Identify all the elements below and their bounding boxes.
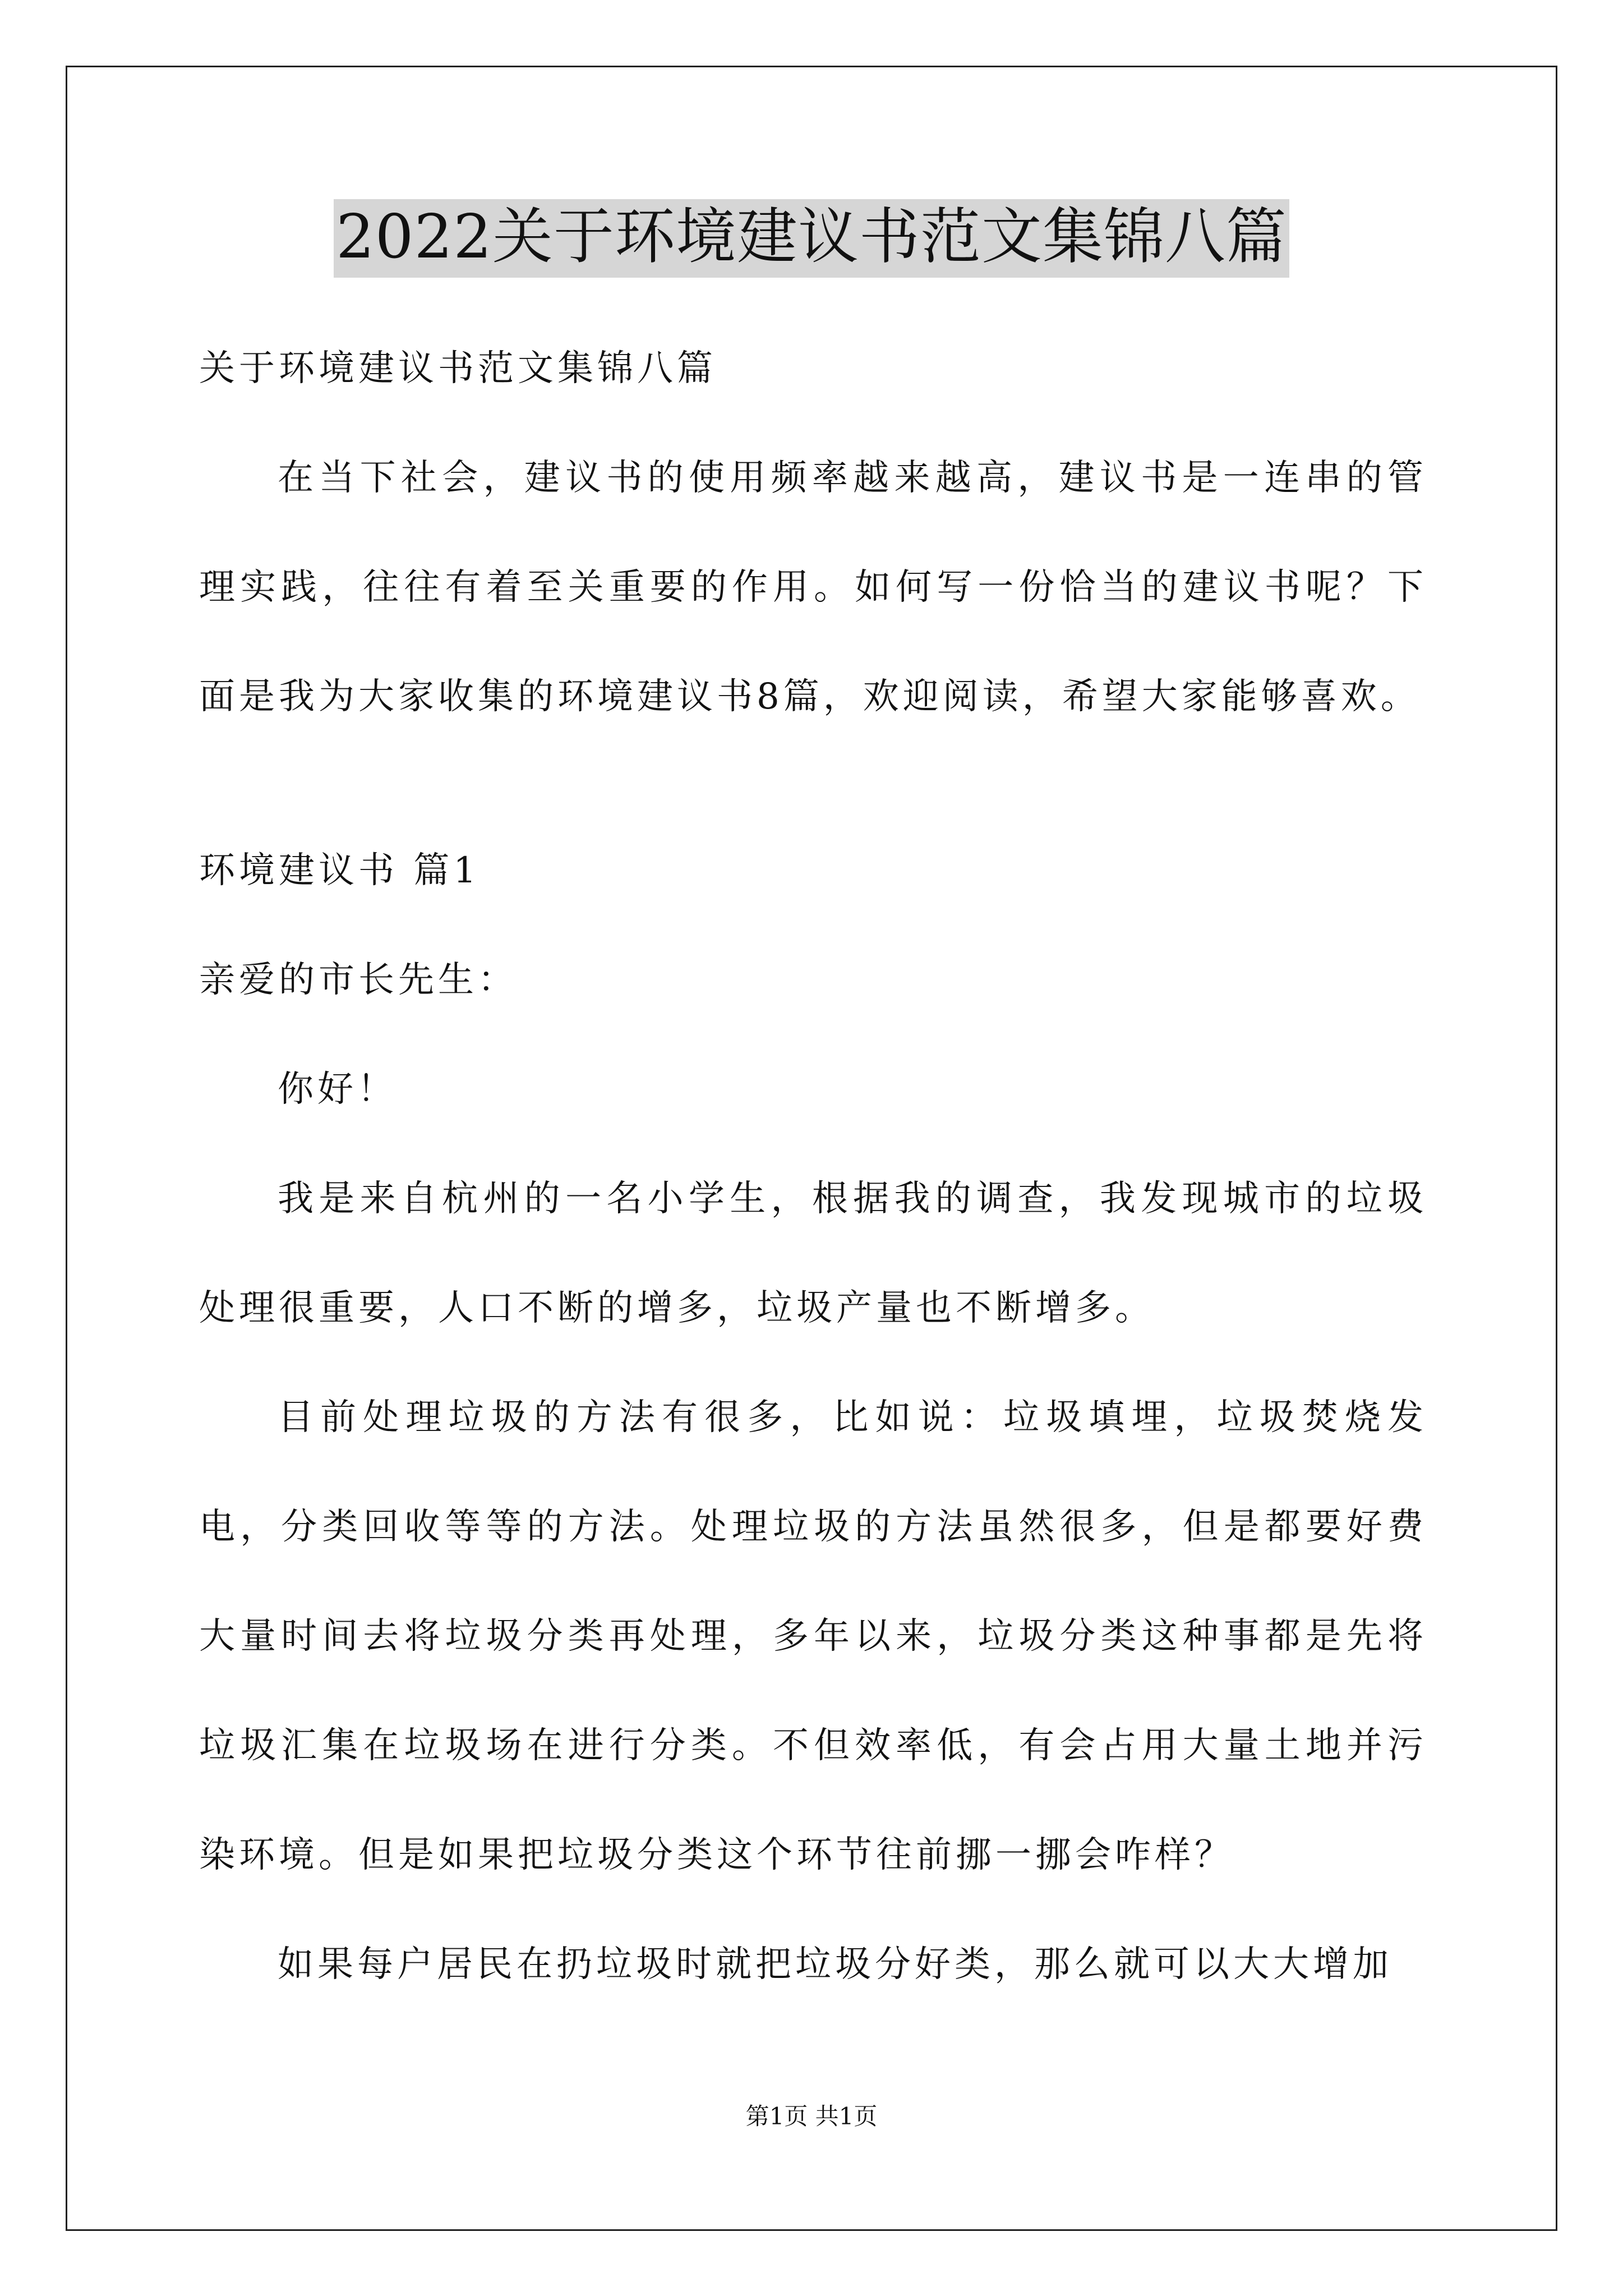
greeting: 你好！ xyxy=(278,1069,397,1110)
body-paragraph: 目前处理垃圾的方法有很多，比如说：垃圾填埋，垃圾焚烧发电，分类回收等等的方法。处理垃圾的方法虽然很多，但是都要好费大量时间去将垃圾分类再处理，多年以来，垃圾分类这种事都是先将垃圾汇集在垃圾场在进行分类。不但效率低，有会占用大量土地并污染环境。但是如果把垃圾分类这个环节往前挪一挪会咋样？ xyxy=(199,1397,1427,1876)
page-number-footer: 第1页 共1页 xyxy=(745,2102,878,2130)
intro-paragraph: 在当下社会，建议书的使用频率越来越高，建议书是一连串的管理实践，往往有着至关重要的作用。如何写一份恰当的建议书呢？下面是我为大家收集的环境建议书8篇，欢迎阅读，希望大家能够喜欢。 xyxy=(199,457,1427,717)
body-paragraph: 如果每户居民在扔垃圾时就把垃圾分好类，那么就可以大大增加 xyxy=(278,1944,1393,1985)
document-body xyxy=(199,314,1427,2019)
body-paragraph: 我是来自杭州的一名小学生，根据我的调查，我发现城市的垃圾处理很重要，人口不断的增多，垃圾产量也不断增多。 xyxy=(199,1178,1427,1329)
document-title: 2022关于环境建议书范文集锦八篇 xyxy=(334,199,1289,278)
title-container xyxy=(0,199,1623,278)
subtitle-paragraph: 关于环境建议书范文集锦八篇 xyxy=(199,348,717,389)
section-heading: 环境建议书 篇1 xyxy=(199,850,481,891)
spacer xyxy=(199,752,1427,816)
salutation: 亲爱的市长先生： xyxy=(199,959,518,1001)
